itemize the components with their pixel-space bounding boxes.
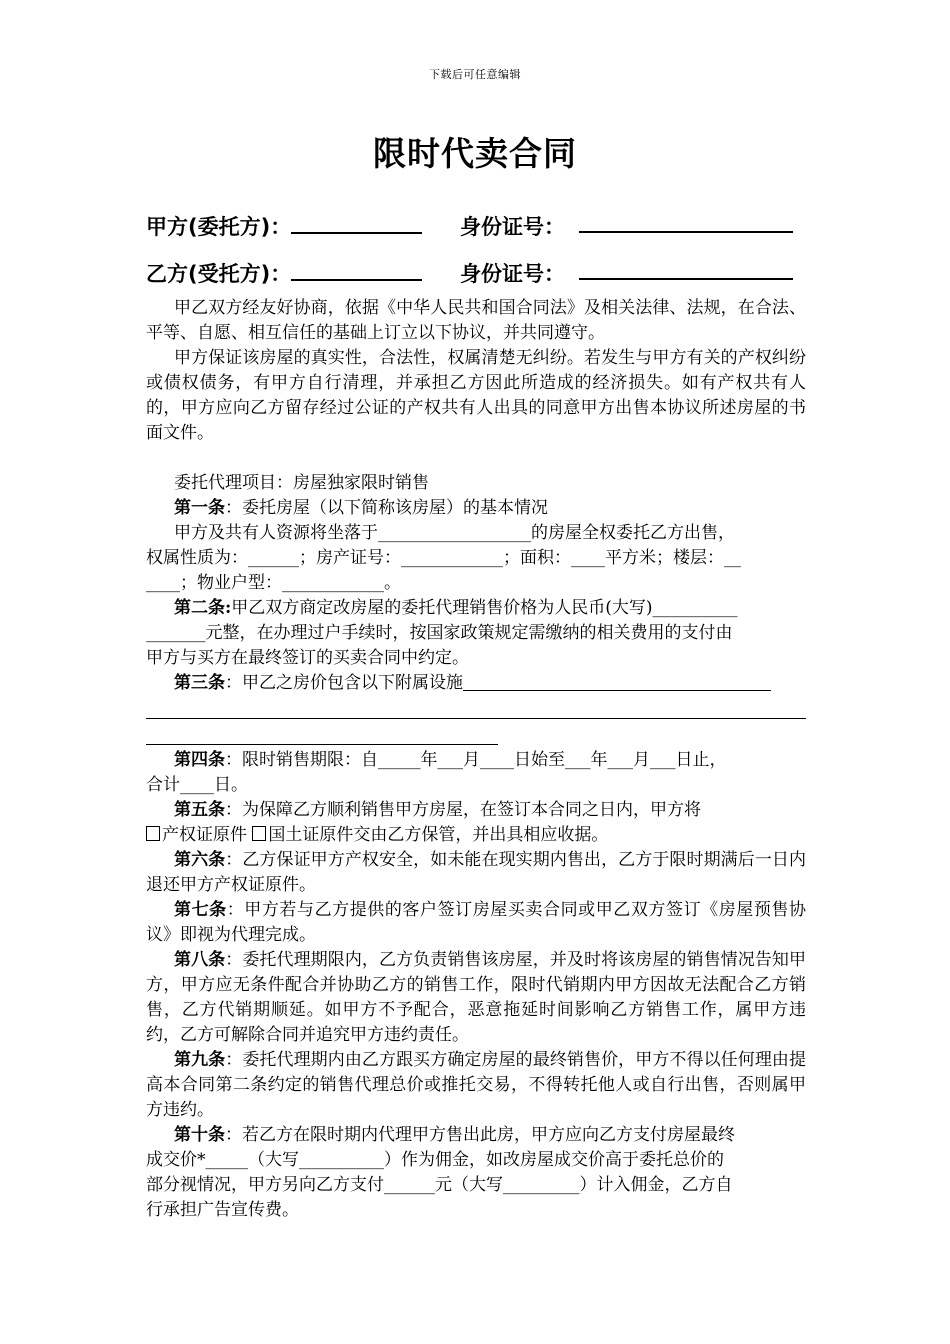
article-4-line-2: 合计____日。 <box>146 775 248 795</box>
article-2-line-3: 甲方与买方在最终签订的买卖合同中约定。 <box>146 648 469 668</box>
article-5-option-1: 产权证原件 <box>162 825 247 845</box>
article-10-line-2: 成交价*_____（大写__________）作为佣金，如改房屋成交价高于委托总价的 <box>146 1150 724 1170</box>
party-b-id-label: 身份证号： <box>460 262 565 286</box>
article-5-line-1: ：为保障乙方顺利销售甲方房屋，在签订本合同之日内，甲方将 <box>225 800 701 820</box>
article-5-option-2: 国土证原件交由乙方保管，并出具相应收据。 <box>268 825 609 845</box>
party-b-blank[interactable] <box>291 259 422 281</box>
party-b-id-blank[interactable] <box>579 258 793 280</box>
party-a-id-blank[interactable] <box>579 211 793 233</box>
article-2-line-2: _______元整，在办理过户手续时，按国家政策规定需缴纳的相关费用的支付由 <box>146 623 733 643</box>
article-1 <box>146 496 806 521</box>
intro-paragraph-2: 甲方保证该房屋的真实性，合法性，权属清楚无纠纷。若发生与甲方有关的产权纠纷或债权债务，有甲方自行清理，并承担乙方因此所造成的经济损失。如有产权共有人的，甲方应向乙方留存经过公证的产权共有人出具的同意甲方出售本协议所述房屋的书面文件。 <box>146 348 806 443</box>
article-3-heading: 第三条 <box>174 673 225 693</box>
page-title: 限时代卖合同 <box>373 134 577 173</box>
article-3-fill-line-2[interactable] <box>146 722 498 745</box>
article-8 <box>146 948 806 1048</box>
article-4 <box>146 748 806 798</box>
article-1-body-line-3: ____；物业户型：____________。 <box>146 573 401 593</box>
project-line: 委托代理项目：房屋独家限时销售 <box>174 473 429 493</box>
article-2-line-1: 甲乙双方商定改房屋的委托代理销售价格为人民币(大写)__________ <box>231 598 738 618</box>
article-10 <box>146 1123 806 1223</box>
article-9-text: ：委托代理期内由乙方跟买方确定房屋的最终销售价，甲方不得以任何理由提高本合同第二条约定的销售代理总价或推托交易，不得转托他人或自行出售，否则属甲方违约。 <box>146 1050 806 1120</box>
article-7-heading: 第七条 <box>174 900 227 920</box>
article-9-heading: 第九条 <box>174 1050 226 1070</box>
article-4-line-1: ：限时销售期限：自_____年___月____日始至___年___月___日止， <box>225 750 727 770</box>
article-3-fill-lines <box>146 696 806 745</box>
article-5 <box>146 798 806 848</box>
article-7-text: ：甲方若与乙方提供的客户签订房屋买卖合同或甲乙双方签订《房屋预售协议》即视为代理完成。 <box>146 900 807 945</box>
article-5-heading: 第五条 <box>174 800 225 820</box>
article-4-heading: 第四条 <box>174 750 225 770</box>
article-10-line-1: ：若乙方在限时期内代理甲方售出此房，甲方应向乙方支付房屋最终 <box>225 1125 735 1145</box>
party-b-row <box>146 258 565 288</box>
article-8-heading: 第八条 <box>174 950 226 970</box>
article-2-heading: 第二条: <box>174 598 232 618</box>
article-3-text: ：甲乙之房价包含以下附属设施 <box>225 673 463 693</box>
article-7 <box>146 898 806 948</box>
party-a-row <box>146 211 565 241</box>
article-1-body-line-2: 权属性质为：______；房产证号：____________；面积：____平方米；楼层：__ <box>146 548 741 568</box>
article-3-blank[interactable] <box>463 672 771 691</box>
party-a-blank[interactable] <box>291 212 422 234</box>
checkbox-land-cert[interactable] <box>252 826 266 841</box>
header-note: 下载后可任意编辑 <box>429 68 521 81</box>
article-10-line-4: 行承担广告宣传费。 <box>146 1200 299 1220</box>
article-1-heading: 第一条 <box>174 498 225 518</box>
article-6-heading: 第六条 <box>174 850 226 870</box>
party-a-label: 甲方(委托方)： <box>146 215 292 239</box>
article-6 <box>146 848 806 898</box>
article-9 <box>146 1048 806 1123</box>
article-10-heading: 第十条 <box>174 1125 225 1145</box>
article-2 <box>146 596 806 671</box>
article-3-fill-line-1[interactable] <box>146 696 806 719</box>
article-1-body-line-1: 甲方及共有人资源将坐落于__________________的房屋全权委托乙方出售， <box>174 523 735 543</box>
party-b-label: 乙方(受托方)： <box>146 262 292 286</box>
article-6-text: ：乙方保证甲方产权安全，如未能在现实期内售出，乙方于限时期满后一日内退还甲方产权证原件。 <box>146 850 806 895</box>
article-1-body <box>146 521 806 596</box>
contract-body <box>146 296 806 1223</box>
article-10-line-3: 部分视情况，甲方另向乙方支付______元（大写_________）计入佣金，乙方自 <box>146 1175 733 1195</box>
blank-line <box>146 446 806 471</box>
checkbox-property-cert[interactable] <box>146 826 160 841</box>
article-1-text: ：委托房屋（以下简称该房屋）的基本情况 <box>225 498 548 518</box>
intro-paragraph-1: 甲乙双方经友好协商，依据《中华人民共和国合同法》及相关法律、法规，在合法、平等、自愿、相互信任的基础上订立以下协议，并共同遵守。 <box>146 298 806 343</box>
article-3 <box>146 671 806 696</box>
article-8-text: ：委托代理期限内，乙方负责销售该房屋，并及时将该房屋的销售情况告知甲方，甲方应无条件配合并协助乙方的销售工作，限时代销期内甲方因故无法配合乙方销售，乙方代销期顺延。如甲方不予配合，恶意拖延时间影响乙方销售工作，属甲方违约，乙方可解除合同并追究甲方违约责任。 <box>146 950 806 1045</box>
party-a-id-label: 身份证号： <box>460 215 565 239</box>
